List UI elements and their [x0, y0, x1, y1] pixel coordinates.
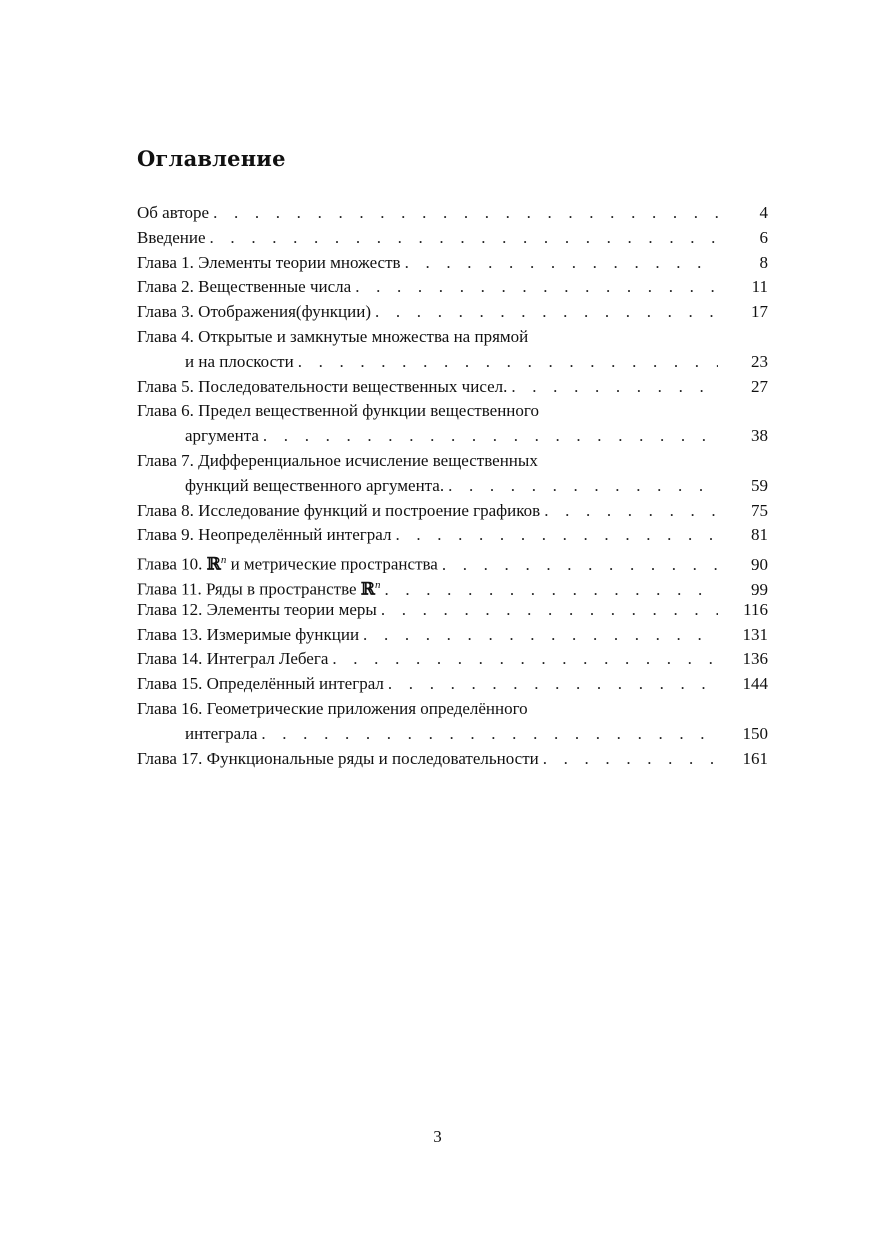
toc-entry-page: 17 [751, 302, 768, 322]
toc-entry-page: 75 [751, 500, 768, 520]
toc-entry[interactable] [137, 375, 768, 400]
toc-entry-page: 99 [751, 579, 768, 599]
toc-entry-title-suffix: и метрические пространства [226, 554, 438, 574]
toc-entry-title: Глава 2. Вещественные числа [137, 277, 352, 297]
toc-entry[interactable] [137, 598, 768, 623]
toc-entry[interactable] [137, 275, 768, 300]
leader-dots [544, 499, 718, 524]
toc-entry-page: 116 [743, 599, 768, 619]
toc-entry-title: Глава 17. Функциональные ряды и последовательности [137, 748, 539, 768]
toc-entry[interactable] [137, 226, 768, 251]
toc-entry-page: 144 [742, 674, 768, 694]
toc-entry-page: 59 [751, 475, 768, 495]
leader-dots [375, 300, 718, 325]
toc-entry-page: 27 [751, 376, 768, 396]
toc-entry[interactable] [137, 300, 768, 325]
leader-dots [263, 424, 718, 449]
toc-entry-title-prefix: Глава 11. Ряды в пространстве [137, 579, 361, 599]
toc-entry-title: Глава 8. Исследование функций и построение графиков [137, 500, 541, 520]
leader-dots [388, 672, 718, 697]
toc-entry-page: 6 [759, 227, 768, 247]
toc-heading: Оглавление [137, 146, 286, 171]
toc-entry[interactable] [137, 449, 768, 499]
leader-dots [511, 375, 718, 400]
toc-entry-title-prefix: Глава 10. [137, 554, 207, 574]
exponent: n [374, 578, 381, 591]
leader-dots [363, 623, 718, 648]
toc-entry-page: 136 [742, 649, 768, 669]
toc-entry[interactable] [137, 647, 768, 672]
toc-entry-title: Глава 4. Открытые и замкнутые множества на прямой [137, 326, 529, 346]
toc-entry-title: Глава 3. Отображения(функции) [137, 302, 371, 322]
toc-entry[interactable] [137, 201, 768, 226]
leader-dots [448, 474, 718, 499]
toc-entry[interactable] [137, 623, 768, 648]
toc-entry[interactable] [137, 672, 768, 697]
toc-entry-page: 8 [759, 252, 768, 272]
reals-symbol: ℝ [206, 554, 221, 575]
toc-entry[interactable] [137, 325, 768, 375]
leader-dots [381, 598, 718, 623]
page-number: 3 [433, 1127, 442, 1146]
toc-entry-title: Глава 6. Предел вещественной функции вещественного [137, 401, 539, 421]
toc-entry-title: Глава 9. Неопределённый интеграл [137, 525, 392, 545]
toc-entry-page: 81 [751, 525, 768, 545]
toc-entry[interactable] [137, 747, 768, 772]
toc-entry[interactable] [137, 523, 768, 548]
toc-entry-page: 90 [751, 554, 768, 574]
toc-entry[interactable] [137, 548, 768, 573]
toc-entry-page: 11 [751, 277, 768, 297]
toc-entry-page: 161 [742, 748, 768, 768]
toc-entry-page: 131 [742, 624, 768, 644]
table-of-contents [137, 201, 768, 771]
toc-entry-page: 150 [742, 723, 768, 743]
toc-entry-continuation: и на плоскости [185, 351, 294, 371]
leader-dots [332, 647, 718, 672]
toc-entry[interactable] [137, 399, 768, 449]
toc-entry[interactable] [137, 697, 768, 747]
toc-entry-page: 23 [751, 351, 768, 371]
exponent: n [220, 554, 227, 567]
leader-dots [355, 275, 718, 300]
toc-entry-continuation: интеграла [185, 723, 258, 743]
toc-entry-page: 4 [759, 203, 768, 222]
toc-entry-page: 38 [751, 426, 768, 446]
toc-entry[interactable] [137, 251, 768, 276]
toc-entry-title: Глава 7. Дифференциальное исчисление вещественных [137, 450, 538, 470]
toc-entry-title: Введение [137, 227, 206, 247]
toc-entry-title: Глава 1. Элементы теории множеств [137, 252, 401, 272]
toc-entry-continuation: аргумента [185, 426, 259, 446]
leader-dots [210, 226, 718, 251]
leader-dots [298, 350, 718, 375]
toc-entry-title: Глава 15. Определённый интеграл [137, 674, 384, 694]
toc-entry-continuation: функций вещественного аргумента. [185, 475, 445, 495]
toc-entry[interactable] [137, 499, 768, 524]
toc-entry-title: Глава 16. Геометрические приложения определённого [137, 698, 528, 718]
leader-dots [261, 722, 718, 747]
leader-dots [213, 201, 718, 226]
reals-symbol: ℝ [360, 579, 375, 600]
toc-entry-title: Глава 13. Измеримые функции [137, 624, 360, 644]
leader-dots [405, 251, 718, 276]
toc-entry-title: Глава 12. Элементы теории меры [137, 599, 377, 619]
toc-entry[interactable] [137, 573, 768, 598]
toc-entry-title: Глава 14. Интеграл Лебега [137, 649, 329, 669]
leader-dots [395, 523, 718, 548]
toc-entry-title: Глава 5. Последовательности вещественных чисел. [137, 376, 508, 396]
leader-dots [543, 747, 718, 772]
toc-entry-title: Об авторе [137, 203, 210, 222]
